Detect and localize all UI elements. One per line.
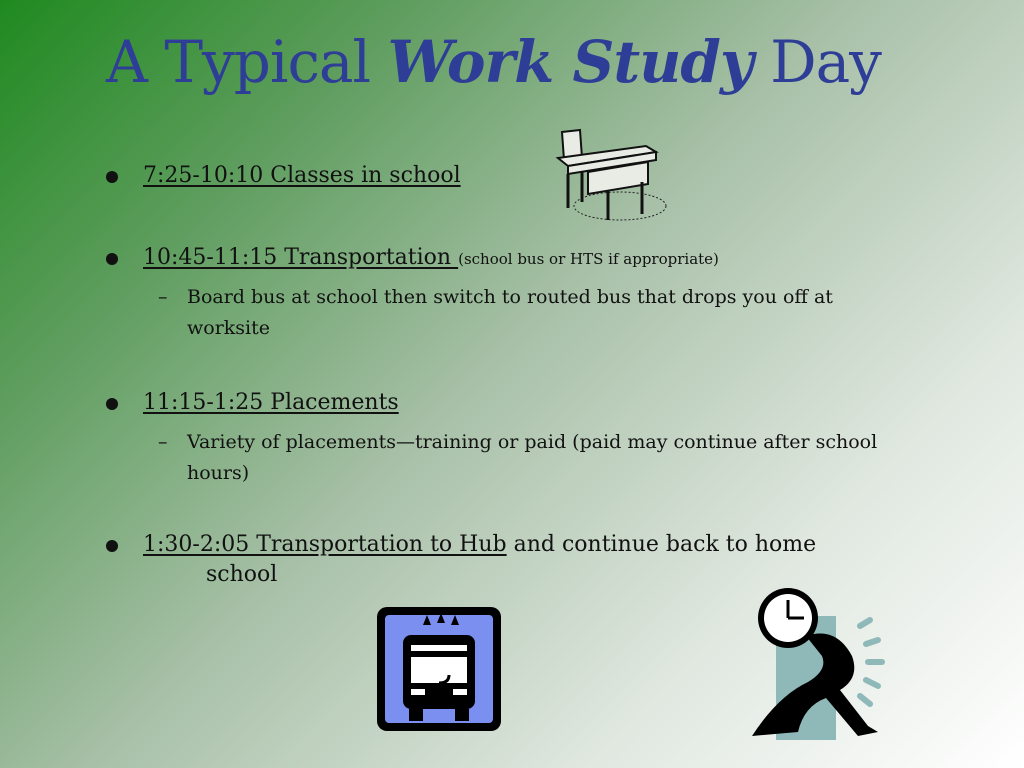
bullet-dot <box>106 253 118 265</box>
title-part-1: A Typical <box>106 28 388 96</box>
bullet-transportation <box>106 242 719 275</box>
clock-runner-icon <box>748 586 898 742</box>
bullet-transportation-text: 10:45-11:15 Transportation <box>143 245 459 270</box>
bullet-placements <box>106 387 399 419</box>
bullet-hub-continuation: school <box>206 562 278 587</box>
bullet-hub <box>106 529 816 561</box>
desk-icon <box>552 128 670 224</box>
sub-bullet-bus-text: Board bus at school then switch to routed bus that drops you off at worksite <box>187 286 833 339</box>
bullet-transportation-note: (school bus or HTS if appropriate) <box>458 250 719 268</box>
sub-bullet-dash: – <box>158 286 168 308</box>
bullet-dot <box>106 171 118 183</box>
bullet-dot <box>106 540 118 552</box>
sub-bullet-placements <box>158 427 898 489</box>
slide-title <box>106 28 881 96</box>
bus-icon <box>375 605 503 733</box>
title-part-3: Day <box>752 28 881 96</box>
sub-bullet-placements-text: Variety of placements—training or paid (paid may continue after school hours) <box>187 431 878 484</box>
sub-bullet-dash: – <box>158 431 168 453</box>
bullet-placements-text: 11:15-1:25 Placements <box>143 390 399 415</box>
sub-bullet-bus <box>158 282 898 344</box>
bullet-hub-text: 1:30-2:05 Transportation to Hub <box>143 532 507 557</box>
bullet-classes <box>106 160 461 192</box>
bullet-classes-text: 7:25-10:10 Classes in school <box>143 163 461 188</box>
bullet-hub-rest: and continue back to home <box>506 532 817 557</box>
bullet-dot <box>106 398 118 410</box>
title-emphasis: Work Study <box>387 28 753 96</box>
